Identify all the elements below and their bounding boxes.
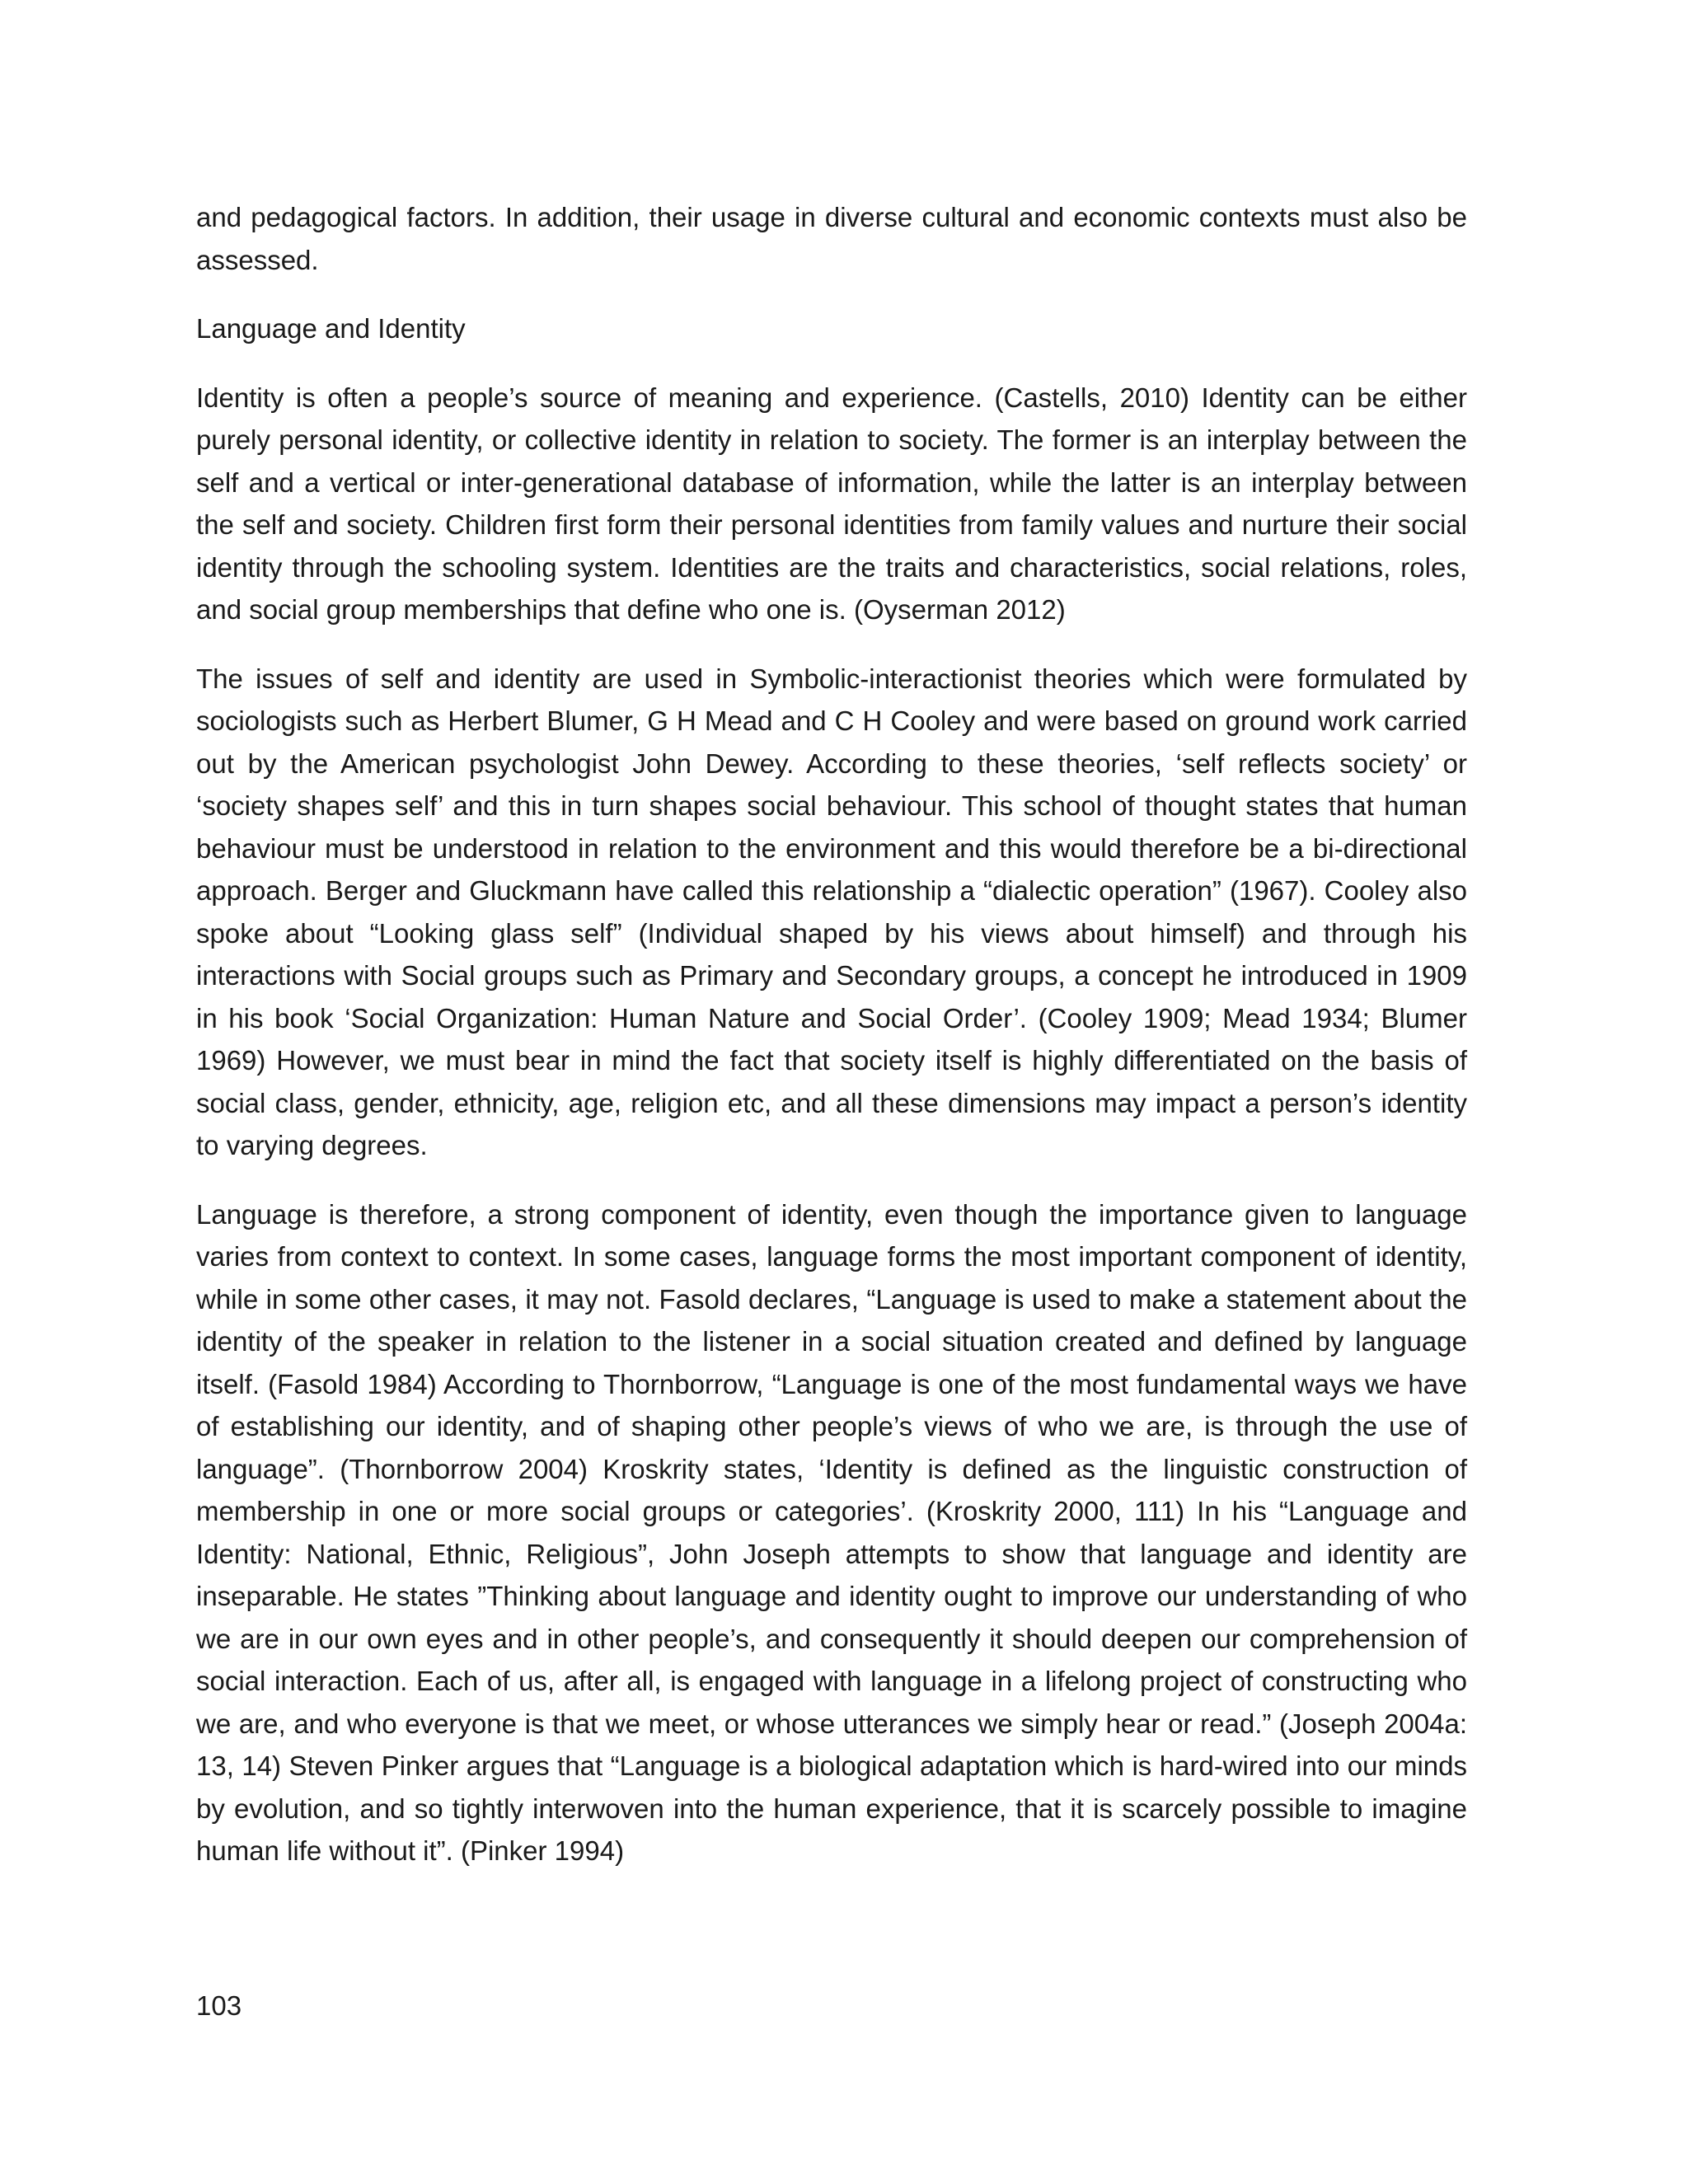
page-number: 103 bbox=[196, 1990, 242, 2021]
opening-paragraph: and pedagogical factors. In addition, their usage in diverse cultural and economic contexts must also be assessed. bbox=[196, 202, 1467, 275]
paragraph-language-identity: Language is therefore, a strong component of identity, even though the importance given to language varies from context to context. In some cases, language forms the most important component of identity, while in some other cases, it may not. Fasold declares, “Language is used to make a statement about the identity of the speaker in relation to the listener in a social situation created and defined by language itself. (Fasold 1984) According to Thornborrow, “Language is one of the most fundamental ways we have of establishing our identity, and of shaping other people’s views of who we are, is through the use of language”. (Thornborrow 2004) Kroskrity states, ‘Identity is defined as the linguistic construction of membership in one or more social groups or categories’. (Kroskrity 2000, 111) In his “Language and Identity: National, Ethnic, Religious”, John Joseph attempts to show that language and identity are inseparable. He states ”Thinking about language and identity ought to improve our understanding of who we are in our own eyes and in other people’s, and consequently it should deepen our comprehension of social interaction. Each of us, after all, is engaged with language in a lifelong project of constructing who we are, and who everyone is that we meet, or whose utterances we simply hear or read.” (Joseph 2004a: 13, 14) Steven Pinker argues that “Language is a biological adaptation which is hard-wired into our minds by evolution, and so tightly interwoven into the human experience, that it is scarcely possible to imagine human life without it”. (Pinker 1994) bbox=[196, 1198, 1467, 1866]
paragraph-symbolic-interactionism: The issues of self and identity are used in Symbolic-interactionist theories which were formulated by sociologists such as Herbert Blumer, G H Mead and C H Cooley and were based on ground work carried out by the American psychologist John Dewey. According to these theories, ‘self reflects society’ or ‘society shapes self’ and this in turn shapes social behaviour. This school of thought states that human behaviour must be understood in relation to the environment and this would therefore be a bi-directional approach. Berger and Gluckmann have called this relationship a “dialectic operation” (1967). Cooley also spoke about “Looking glass self” (Individual shaped by his views about himself) and through his interactions with Social groups such as Primary and Secondary groups, a concept he introduced in 1909 in his book ‘Social Organization: Human Nature and Social Order’. (Cooley 1909; Mead 1934; Blumer 1969) However, we must bear in mind the fact that society itself is highly differentiated on the basis of social class, gender, ethnicity, age, religion etc, and all these dimensions may impact a person’s identity to varying degrees. bbox=[196, 663, 1467, 1160]
paragraph-identity: Identity is often a people’s source of meaning and experience. (Castells, 2010) Identity can be either purely personal identity, or collective identity in relation to society. The former is an interplay between the self and a vertical or inter-generational database of information, while the latter is an interplay between the self and society. Children first form their personal identities from family values and nurture their social identity through the schooling system. Identities are the traits and characteristics, social relations, roles, and social group memberships that define who one is. (Oyserman 2012) bbox=[196, 382, 1467, 625]
section-heading: Language and Identity bbox=[196, 313, 466, 344]
document-page bbox=[196, 196, 1467, 1899]
